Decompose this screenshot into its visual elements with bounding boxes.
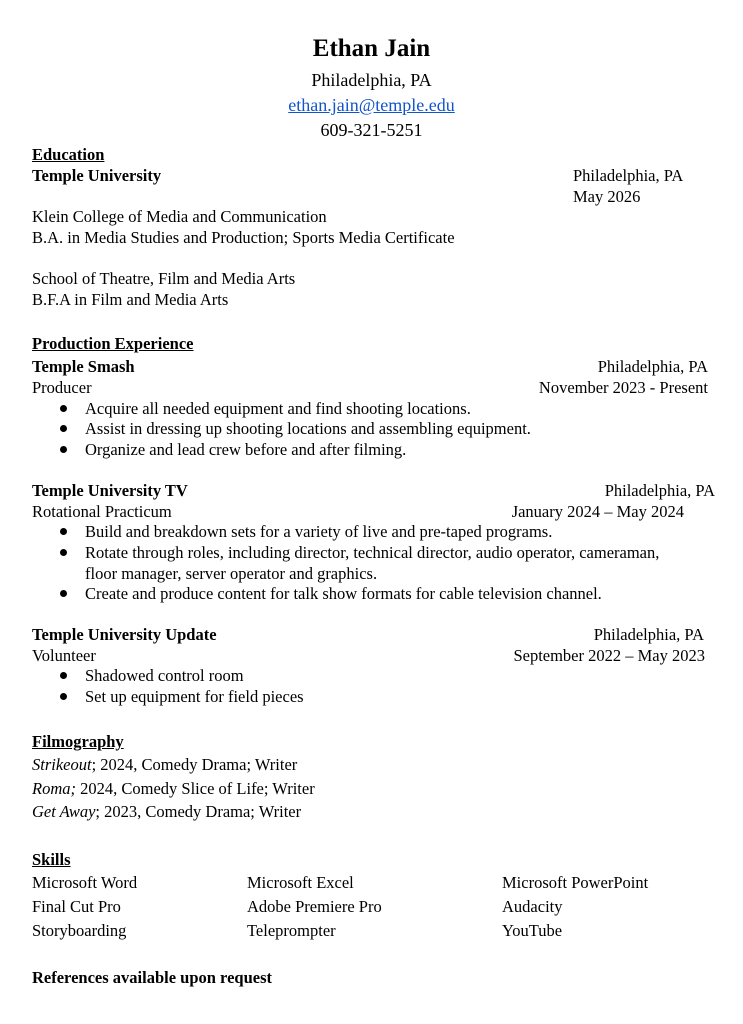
email-link[interactable]: ethan.jain@temple.edu: [288, 95, 455, 115]
skill-item: Final Cut Pro: [32, 897, 121, 916]
film-details: ; 2023, Comedy Drama; Writer: [95, 802, 302, 821]
film-item: [32, 757, 297, 774]
bullet-icon: [60, 549, 67, 556]
bullet-icon: [60, 528, 67, 535]
job-org: Temple University Update: [32, 625, 217, 644]
education-location: Philadelphia, PA: [573, 166, 684, 185]
job-org: Temple University TV: [32, 481, 188, 500]
job-role: Producer: [32, 378, 92, 397]
skill-item: Audacity: [502, 897, 563, 916]
education-degree: B.F.A in Film and Media Arts: [32, 290, 229, 309]
bullet-icon: [60, 590, 67, 597]
section-heading-filmography: Filmography: [32, 732, 124, 751]
bullet-icon: [60, 425, 67, 432]
bullet-icon: [60, 693, 67, 700]
education-college: Klein College of Media and Communication: [32, 207, 327, 226]
education-date: May 2026: [573, 187, 641, 206]
skill-item: Microsoft Excel: [247, 873, 354, 892]
film-item: [32, 781, 315, 798]
skill-item: Microsoft PowerPoint: [502, 873, 649, 892]
references-note: References available upon request: [32, 968, 272, 987]
job-bullet: Create and produce content for talk show formats for cable television channel.: [85, 584, 602, 603]
job-bullet: Rotate through roles, including director, technical director, audio operator, cameraman,: [85, 543, 660, 562]
job-bullet-continued: floor manager, server operator and graphics.: [85, 564, 378, 583]
candidate-name: Ethan Jain: [312, 35, 431, 62]
film-title: Get Away: [32, 802, 96, 821]
film-item: [32, 804, 301, 821]
education-degree: B.A. in Media Studies and Production; Sports Media Certificate: [32, 228, 455, 247]
education-college: School of Theatre, Film and Media Arts: [32, 269, 296, 288]
bullet-icon: [60, 405, 67, 412]
job-location: Philadelphia, PA: [597, 357, 708, 376]
section-heading-experience: Production Experience: [32, 334, 194, 353]
bullet-icon: [60, 446, 67, 453]
skill-item: YouTube: [502, 921, 563, 940]
job-bullet: Assist in dressing up shooting locations and assembling equipment.: [85, 419, 531, 438]
job-bullet: Organize and lead crew before and after filming.: [85, 440, 407, 459]
job-location: Philadelphia, PA: [604, 481, 715, 500]
film-details: ; 2024, Comedy Drama; Writer: [91, 755, 298, 774]
job-dates: January 2024 – May 2024: [511, 502, 684, 521]
film-details: 2024, Comedy Slice of Life; Writer: [76, 779, 315, 798]
job-role: Rotational Practicum: [32, 502, 172, 521]
job-bullet: Build and breakdown sets for a variety of live and pre-taped programs.: [85, 522, 553, 541]
film-title: Roma;: [32, 779, 76, 798]
film-title: Strikeout: [32, 755, 92, 774]
candidate-location: Philadelphia, PA: [311, 70, 432, 90]
section-heading-education: Education: [32, 145, 105, 164]
job-location: Philadelphia, PA: [593, 625, 704, 644]
skill-item: Teleprompter: [247, 921, 336, 940]
section-heading-skills: Skills: [32, 850, 71, 869]
job-org: Temple Smash: [32, 357, 135, 376]
job-bullet: Acquire all needed equipment and find shooting locations.: [85, 399, 471, 418]
job-bullet: Set up equipment for field pieces: [85, 687, 304, 706]
phone-number: 609-321-5251: [320, 120, 423, 140]
job-bullet: Shadowed control room: [85, 666, 244, 685]
education-school: Temple University: [32, 166, 162, 185]
bullet-icon: [60, 672, 67, 679]
job-dates: November 2023 - Present: [538, 378, 708, 397]
skill-item: Adobe Premiere Pro: [247, 897, 382, 916]
job-role: Volunteer: [32, 646, 96, 665]
job-dates: September 2022 – May 2023: [513, 646, 705, 665]
skill-item: Storyboarding: [32, 921, 127, 940]
skill-item: Microsoft Word: [32, 873, 138, 892]
